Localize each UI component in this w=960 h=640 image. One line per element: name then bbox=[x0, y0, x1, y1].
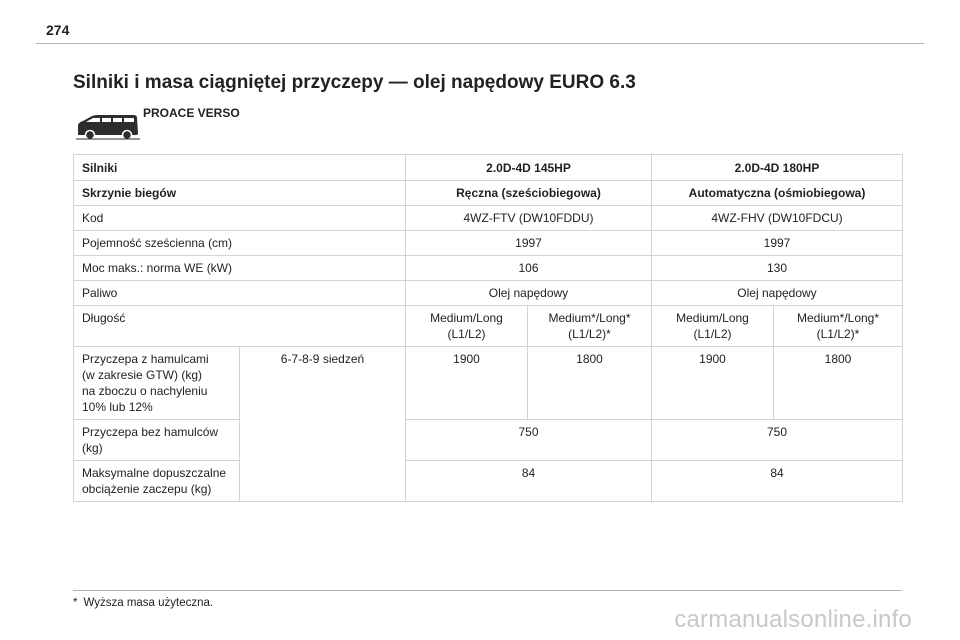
van-icon bbox=[76, 112, 140, 140]
hitch-engine1: 84 bbox=[406, 461, 652, 502]
page-number: 274 bbox=[46, 22, 70, 38]
unbraked-trailer-label: Przyczepa bez hamulców (kg) bbox=[74, 420, 240, 461]
table-row bbox=[74, 306, 903, 347]
length-cell: Medium/Long (L1/L2) bbox=[652, 306, 774, 347]
power-engine1: 106 bbox=[406, 256, 652, 281]
length-label: Długość bbox=[74, 306, 406, 347]
top-rule bbox=[36, 43, 924, 44]
header-engine1: 2.0D-4D 145HP bbox=[406, 155, 652, 181]
braked-value: 1800 bbox=[774, 347, 903, 420]
length-cell: Medium/Long (L1/L2) bbox=[406, 306, 528, 347]
fuel-engine1: Olej napędowy bbox=[406, 281, 652, 306]
watermark: carmanualsonline.info bbox=[674, 606, 912, 633]
code-label: Kod bbox=[74, 206, 406, 231]
footnote bbox=[73, 597, 213, 609]
displacement-engine2: 1997 bbox=[652, 231, 903, 256]
footnote-text: Wyższa masa użyteczna. bbox=[83, 597, 214, 609]
engine-specs-table bbox=[73, 154, 903, 502]
displacement-engine1: 1997 bbox=[406, 231, 652, 256]
fuel-label: Paliwo bbox=[74, 281, 406, 306]
power-label: Moc maks.: norma WE (kW) bbox=[74, 256, 406, 281]
hitch-load-label: Maksymalne dopuszczalne obciążenie zaczepu (kg) bbox=[74, 461, 240, 502]
table-row bbox=[74, 155, 903, 181]
bottom-rule bbox=[73, 590, 902, 591]
header-label: Silniki bbox=[74, 155, 406, 181]
page-title: Silniki i masa ciągniętej przyczepy — olej napędowy EURO 6.3 bbox=[73, 72, 636, 93]
table-row bbox=[74, 256, 903, 281]
table-row bbox=[74, 420, 903, 461]
footnote-marker: * bbox=[73, 597, 78, 609]
braked-value: 1900 bbox=[652, 347, 774, 420]
table-row bbox=[74, 181, 903, 206]
header-engine2: 2.0D-4D 180HP bbox=[652, 155, 903, 181]
length-cell: Medium*/Long* (L1/L2)* bbox=[774, 306, 903, 347]
table-row bbox=[74, 281, 903, 306]
gearbox-engine2: Automatyczna (ośmiobiegowa) bbox=[652, 181, 903, 206]
gearbox-label: Skrzynie biegów bbox=[74, 181, 406, 206]
table-row bbox=[74, 206, 903, 231]
table-row bbox=[74, 347, 903, 420]
displacement-label: Pojemność sześcienna (cm) bbox=[74, 231, 406, 256]
seats-cell: 6-7-8-9 siedzeń bbox=[240, 347, 406, 502]
braked-value: 1800 bbox=[528, 347, 652, 420]
braked-trailer-label: Przyczepa z hamulcami (w zakresie GTW) (kg) na zboczu o nachyleniu 10% lub 12% bbox=[74, 347, 240, 420]
code-engine2: 4WZ-FHV (DW10FDCU) bbox=[652, 206, 903, 231]
fuel-engine2: Olej napędowy bbox=[652, 281, 903, 306]
power-engine2: 130 bbox=[652, 256, 903, 281]
table-row bbox=[74, 461, 903, 502]
unbraked-engine2: 750 bbox=[652, 420, 903, 461]
model-label: PROACE VERSO bbox=[143, 106, 240, 120]
length-cell: Medium*/Long* (L1/L2)* bbox=[528, 306, 652, 347]
code-engine1: 4WZ-FTV (DW10FDDU) bbox=[406, 206, 652, 231]
table-row bbox=[74, 231, 903, 256]
gearbox-engine1: Ręczna (sześciobiegowa) bbox=[406, 181, 652, 206]
unbraked-engine1: 750 bbox=[406, 420, 652, 461]
braked-value: 1900 bbox=[406, 347, 528, 420]
hitch-engine2: 84 bbox=[652, 461, 903, 502]
